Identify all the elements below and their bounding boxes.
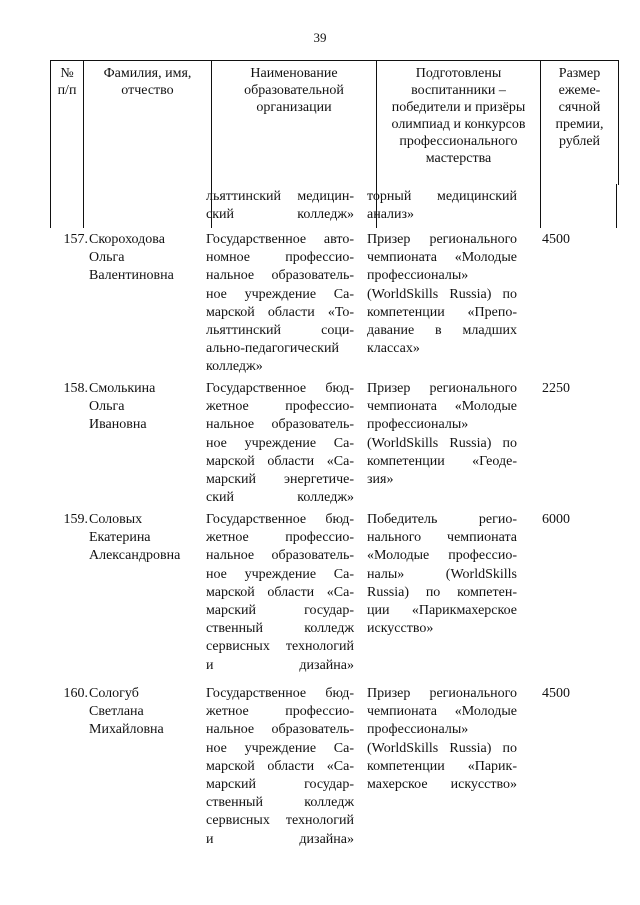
person-name: Сологуб Светлана Михайловна: [89, 686, 164, 738]
header-name: Фамилия, имя, отчество: [84, 61, 212, 185]
person-name: Смолькина Ольга Ивановна: [89, 381, 156, 433]
row-number: 160.: [63, 686, 88, 701]
column-rule: [50, 184, 51, 228]
header-trained: Подготовлены воспитанники – победители и призёры олимпиад и конкурсов профессионального мастерства: [377, 61, 541, 185]
continuation-achievement: торный медицинский анализ»: [367, 189, 517, 223]
table-header: [50, 60, 619, 185]
header-num: № п/п: [51, 61, 84, 185]
person-name: Скороходова Ольга Валентиновна: [89, 232, 174, 284]
achievement: Призер регионального чемпионата «Молодые профессионалы» (WorldSkills Russia) по компетенции «Геоде- зия»: [367, 381, 517, 488]
column-rule: [540, 184, 541, 228]
organization: Государственное бюд- жетное профессио- нальное образователь- ное учреждение Са- марской области «Са- марский государ- ственный колледж сервисных технологий и дизайна»: [206, 512, 354, 673]
prize-amount: 4500: [542, 232, 570, 247]
header-org: Наименование образовательной организации: [212, 61, 377, 185]
row-number: 158.: [63, 381, 88, 396]
organization: Государственное авто- номное профессио- нальное образователь- ное учреждение Са- марской области «То- льяттинский соци- ально-педагогический колледж»: [206, 232, 354, 375]
row-number: 157.: [63, 232, 88, 247]
column-rule: [83, 184, 84, 228]
person-name: Соловых Екатерина Александровна: [89, 512, 181, 564]
header-prize: Размер ежеме- сячной премии, рублей: [555, 66, 604, 149]
achievement: Призер регионального чемпионата «Молодые профессионалы» (WorldSkills Russia) по компетенции «Препо- давание в младших классах»: [367, 232, 517, 357]
prize-amount: 2250: [542, 381, 570, 396]
prize-amount: 4500: [542, 686, 570, 701]
row-number: 159.: [63, 512, 88, 527]
column-rule: [616, 184, 617, 228]
prize-amount: 6000: [542, 512, 570, 527]
organization: Государственное бюд- жетное профессио- нальное образователь- ное учреждение Са- марской области «Са- марский государ- ственный колледж сервисных технологий и дизайна»: [206, 686, 354, 847]
achievement: Призер регионального чемпионата «Молодые профессионалы» (WorldSkills Russia) по компетенции «Парик- махерское искусство»: [367, 686, 517, 793]
continuation-org: льяттинский медицин- ский колледж»: [206, 189, 354, 223]
organization: Государственное бюд- жетное профессио- нальное образователь- ное учреждение Са- марской области «Са- марский энергетиче- ский колледж»: [206, 381, 354, 506]
achievement: Победитель регио- нального чемпионата «Молодые профессио- налы» (WorldSkills Russia) по компетен- ции «Парикмахерское искусство»: [367, 512, 517, 637]
page-number: 39: [313, 30, 327, 45]
